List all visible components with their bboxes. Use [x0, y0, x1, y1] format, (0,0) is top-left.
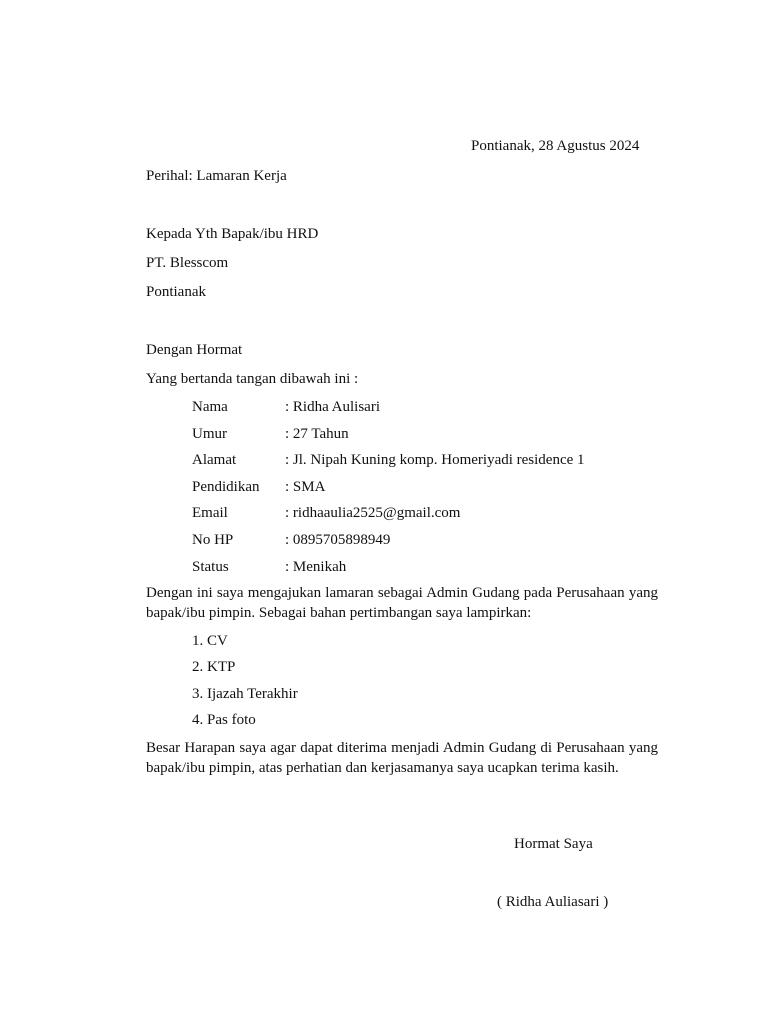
detail-value: : SMA: [285, 478, 326, 495]
greeting: Dengan Hormat: [146, 342, 243, 358]
closing-salutation: Hormat Saya: [514, 836, 593, 852]
detail-label: Status: [192, 558, 229, 575]
detail-value: : 0895705898949: [285, 531, 391, 548]
detail-label: No HP: [192, 531, 234, 548]
detail-label: Umur: [192, 425, 227, 442]
place-date: Pontianak, 28 Agustus 2024: [471, 138, 640, 154]
detail-value: : 27 Tahun: [285, 425, 349, 442]
detail-label: Nama: [192, 399, 228, 415]
attachment-item: 3. Ijazah Terakhir: [192, 685, 298, 702]
detail-value: : ridhaaulia2525@gmail.com: [285, 505, 461, 522]
attachment-list: [192, 632, 298, 737]
detail-label: Alamat: [192, 452, 237, 469]
attachment-item: 2. KTP: [192, 659, 236, 676]
recipient-city: Pontianak: [146, 284, 206, 300]
detail-value: : Ridha Aulisari: [285, 399, 380, 415]
detail-label: Pendidikan: [192, 478, 260, 495]
detail-value: : Menikah: [285, 558, 347, 575]
recipient-company: PT. Blesscom: [146, 255, 229, 271]
subject-line: Perihal: Lamaran Kerja: [146, 168, 287, 184]
application-paragraph: Dengan ini saya mengajukan lamaran sebagai Admin Gudang pada Perusahaan yang bapak/ibu pimpin. Sebagai bahan pertimbangan saya lampirkan:: [146, 585, 658, 621]
detail-label: Email: [192, 505, 228, 522]
attachment-item: 1. CV: [192, 633, 228, 649]
recipient-line-1: Kepada Yth Bapak/ibu HRD: [146, 226, 319, 242]
attachment-item: 4. Pas foto: [192, 711, 256, 728]
signature-name: ( Ridha Auliasari ): [497, 894, 609, 910]
intro-line: Yang bertanda tangan dibawah ini :: [146, 371, 359, 387]
closing-paragraph: Besar Harapan saya agar dapat diterima menjadi Admin Gudang di Perusahaan yang bapak/ibu pimpin, atas perhatian dan kerjasamanya saya ucapkan terima kasih.: [146, 740, 658, 776]
detail-value: : Jl. Nipah Kuning komp. Homeriyadi residence 1: [285, 452, 585, 469]
